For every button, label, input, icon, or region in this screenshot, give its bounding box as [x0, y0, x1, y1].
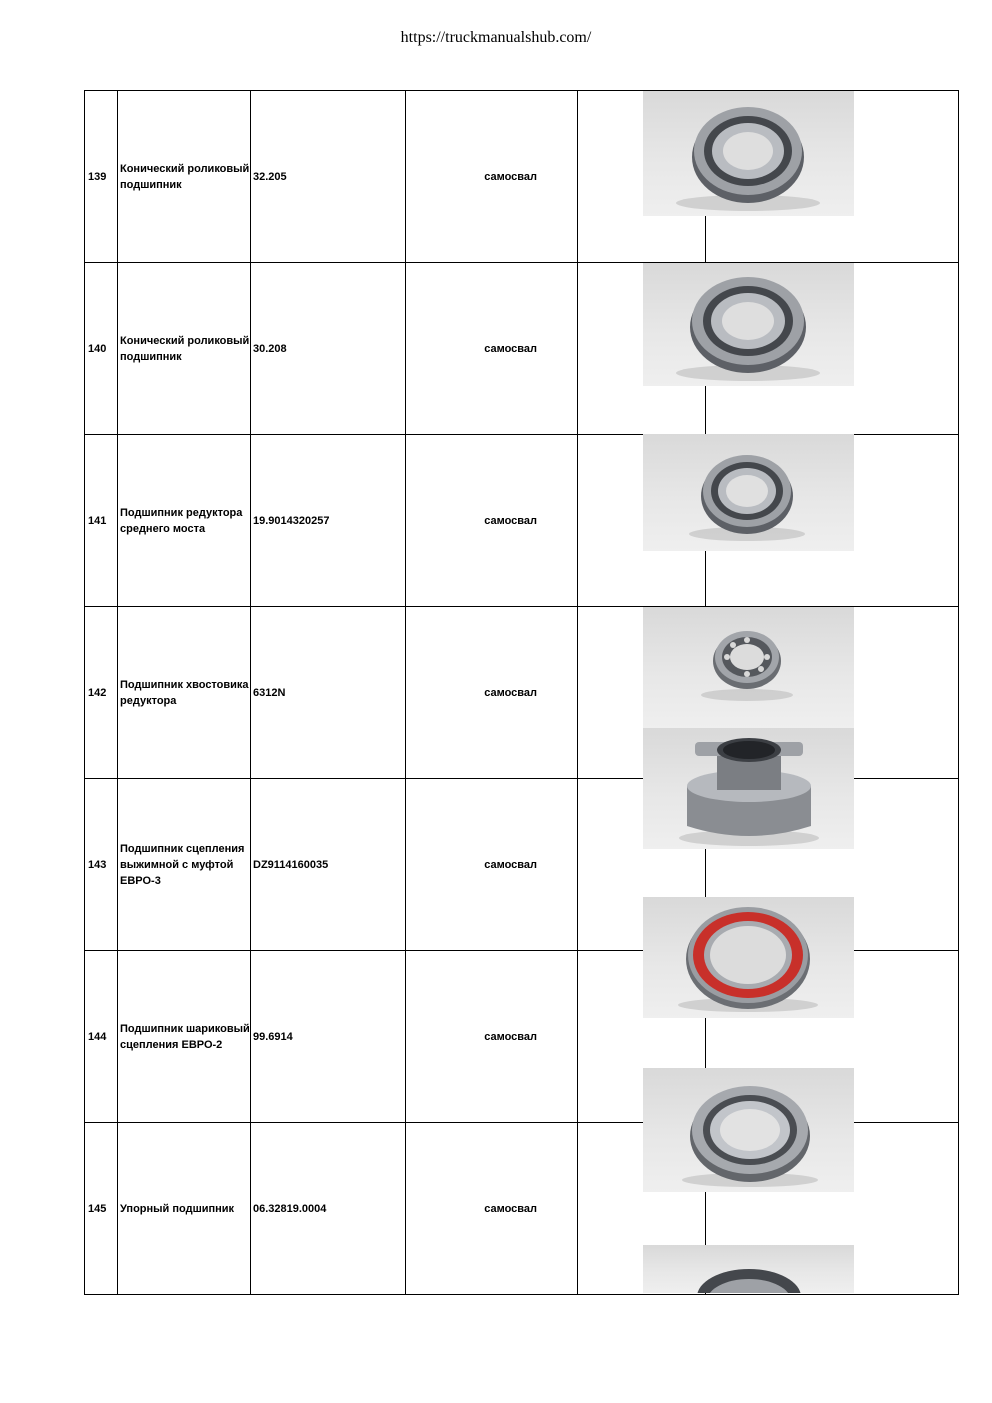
vehicle-type: самосвал: [406, 779, 578, 951]
tapered-roller-bearing-icon: [643, 91, 854, 216]
part-code: 6312N: [251, 607, 406, 779]
ball-bearing-icon: [643, 607, 854, 728]
vehicle-type: самосвал: [406, 91, 578, 263]
part-code: 19.9014320257: [251, 435, 406, 607]
row-number: 143: [85, 779, 118, 951]
row-number: 139: [85, 91, 118, 263]
vehicle-type: самосвал: [406, 435, 578, 607]
tapered-roller-bearing-icon: [643, 263, 854, 386]
part-code: 30.208: [251, 263, 406, 435]
part-name: Конический роликовый подшипник: [118, 263, 251, 435]
vehicle-type: самосвал: [406, 1123, 578, 1295]
sealed-ball-bearing-icon: [643, 897, 854, 1018]
row-number: 141: [85, 435, 118, 607]
part-name: Конический роликовый подшипник: [118, 91, 251, 263]
thrust-bearing-icon: [643, 1068, 854, 1192]
part-code: 32.205: [251, 91, 406, 263]
row-number: 145: [85, 1123, 118, 1295]
tapered-roller-bearing-icon: [643, 1245, 854, 1293]
part-name: Подшипник редуктора среднего моста: [118, 435, 251, 607]
tapered-roller-bearing-icon: [643, 434, 854, 551]
vehicle-type: самосвал: [406, 607, 578, 779]
part-code: 99.6914: [251, 951, 406, 1123]
part-code: DZ9114160035: [251, 779, 406, 951]
row-number: 142: [85, 607, 118, 779]
row-number: 140: [85, 263, 118, 435]
vehicle-type: самосвал: [406, 263, 578, 435]
vehicle-type: самосвал: [406, 951, 578, 1123]
part-name: Подшипник сцепления выжимной с муфтой ЕВРО-3: [118, 779, 251, 951]
row-number: 144: [85, 951, 118, 1123]
part-name: Подшипник шариковый сцепления ЕВРО-2: [118, 951, 251, 1123]
part-code: 06.32819.0004: [251, 1123, 406, 1295]
part-name: Упорный подшипник: [118, 1123, 251, 1295]
header-url: https://truckmanualshub.com/: [400, 29, 592, 46]
part-name: Подшипник хвостовика редуктора: [118, 607, 251, 779]
clutch-release-bearing-icon: [643, 728, 854, 849]
